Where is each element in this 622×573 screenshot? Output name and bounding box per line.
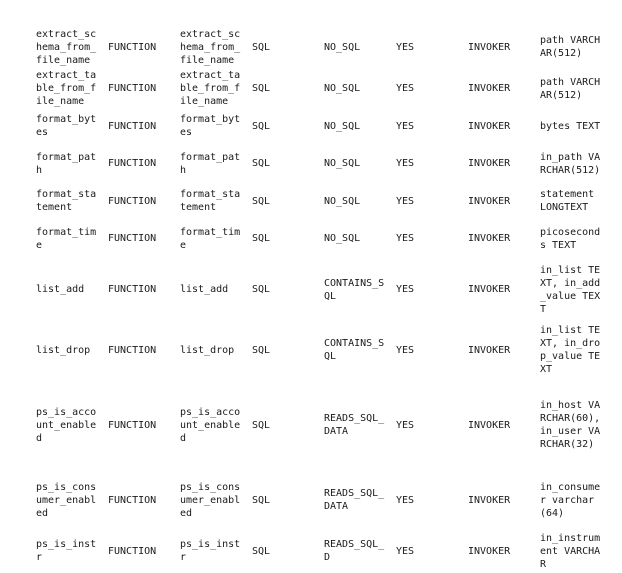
- routines-table: [32, 25, 608, 573]
- param-list-cell: path VARCHAR(512): [540, 76, 601, 101]
- security-type-cell: INVOKER: [468, 233, 511, 244]
- param-list-cell: statement LONGTEXT: [540, 189, 595, 213]
- table-row: [32, 25, 608, 69]
- is-deterministic-cell: YES: [396, 83, 415, 94]
- routine-type-cell: FUNCTION: [108, 284, 157, 295]
- security-type-cell: INVOKER: [468, 494, 511, 506]
- routine-name-cell: format_path: [36, 151, 97, 176]
- is-deterministic-cell: YES: [396, 41, 415, 53]
- specific-name-cell: list_add: [180, 284, 229, 295]
- is-deterministic-cell: YES: [396, 120, 415, 132]
- specific-name-cell: list_drop: [180, 344, 235, 356]
- sql-data-access-cell: READS_SQL_DATA: [324, 413, 385, 437]
- is-deterministic-cell: YES: [396, 284, 415, 295]
- param-list-cell: in_list TEXT, in_add_value TEXT: [540, 264, 601, 315]
- language-cell: SQL: [252, 195, 271, 207]
- language-cell: SQL: [252, 494, 271, 506]
- sql-data-access-cell: READS_SQL_DATA: [324, 488, 385, 512]
- routine-type-cell: FUNCTION: [108, 120, 157, 132]
- routine-type-cell: FUNCTION: [108, 233, 157, 244]
- routine-type-cell: FUNCTION: [108, 545, 157, 557]
- routines-table-body: [32, 25, 608, 573]
- table-row: [32, 108, 608, 144]
- routine-name-cell: ps_is_instr: [36, 539, 97, 563]
- sql-data-access-cell: NO_SQL: [324, 233, 361, 244]
- specific-name-cell: format_bytes: [180, 114, 241, 138]
- table-row: [32, 258, 608, 321]
- table-row: [32, 69, 608, 108]
- routine-type-cell: FUNCTION: [108, 41, 157, 53]
- security-type-cell: INVOKER: [468, 195, 511, 207]
- is-deterministic-cell: YES: [396, 419, 415, 431]
- sql-data-access-cell: NO_SQL: [324, 195, 361, 207]
- language-cell: SQL: [252, 344, 271, 356]
- sql-data-access-cell: CONTAINS_SQL: [324, 277, 385, 302]
- param-list-cell: path VARCHAR(512): [540, 35, 601, 59]
- routine-type-cell: FUNCTION: [108, 494, 157, 506]
- is-deterministic-cell: YES: [396, 344, 415, 356]
- security-type-cell: INVOKER: [468, 344, 511, 356]
- is-deterministic-cell: YES: [396, 158, 415, 169]
- is-deterministic-cell: YES: [396, 195, 415, 207]
- security-type-cell: INVOKER: [468, 284, 511, 295]
- is-deterministic-cell: YES: [396, 233, 415, 244]
- security-type-cell: INVOKER: [468, 83, 511, 94]
- sql-data-access-cell: NO_SQL: [324, 120, 361, 132]
- routine-type-cell: FUNCTION: [108, 419, 157, 431]
- is-deterministic-cell: YES: [396, 545, 415, 557]
- table-row: [32, 219, 608, 258]
- specific-name-cell: ps_is_consumer_enabled: [180, 481, 241, 519]
- routine-name-cell: format_statement: [36, 189, 97, 213]
- routine-type-cell: FUNCTION: [108, 195, 157, 207]
- table-row: [32, 471, 608, 529]
- specific-name-cell: format_path: [180, 151, 241, 176]
- sql-data-access-cell: CONTAINS_SQL: [324, 338, 385, 362]
- param-list-cell: picoseconds TEXT: [540, 226, 601, 251]
- routine-name-cell: list_drop: [36, 344, 91, 356]
- security-type-cell: INVOKER: [468, 419, 511, 431]
- sql-data-access-cell: NO_SQL: [324, 158, 361, 169]
- sql-data-access-cell: READS_SQL_D: [324, 539, 385, 563]
- param-list-cell: in_list TEXT, in_drop_value TEXT: [540, 325, 601, 375]
- specific-name-cell: extract_schema_from_file_name: [180, 28, 241, 66]
- sql-data-access-cell: NO_SQL: [324, 83, 361, 94]
- language-cell: SQL: [252, 284, 271, 295]
- routine-type-cell: FUNCTION: [108, 83, 157, 94]
- routine-type-cell: FUNCTION: [108, 344, 157, 356]
- table-row: [32, 529, 608, 573]
- language-cell: SQL: [252, 233, 271, 244]
- table-row: [32, 183, 608, 219]
- table-row: [32, 379, 608, 471]
- routine-type-cell: FUNCTION: [108, 158, 157, 169]
- param-list-cell: bytes TEXT: [540, 120, 601, 132]
- specific-name-cell: extract_table_from_file_name: [180, 70, 241, 107]
- routine-name-cell: ps_is_account_enabled: [36, 406, 97, 444]
- routine-name-cell: list_add: [36, 284, 85, 295]
- table-row: [32, 144, 608, 183]
- security-type-cell: INVOKER: [468, 158, 511, 169]
- security-type-cell: INVOKER: [468, 120, 511, 132]
- routine-name-cell: format_bytes: [36, 114, 97, 138]
- security-type-cell: INVOKER: [468, 41, 511, 53]
- language-cell: SQL: [252, 120, 271, 132]
- language-cell: SQL: [252, 158, 271, 169]
- language-cell: SQL: [252, 419, 271, 431]
- routine-name-cell: extract_table_from_file_name: [36, 70, 97, 107]
- table-row: [32, 321, 608, 379]
- is-deterministic-cell: YES: [396, 494, 415, 506]
- specific-name-cell: ps_is_instr: [180, 539, 241, 563]
- language-cell: SQL: [252, 41, 271, 53]
- routine-name-cell: format_time: [36, 226, 97, 251]
- param-list-cell: in_host VARCHAR(60), in_user VARCHAR(32): [540, 400, 601, 450]
- param-list-cell: in_instrument VARCHAR: [540, 532, 601, 570]
- specific-name-cell: format_statement: [180, 189, 241, 213]
- language-cell: SQL: [252, 83, 271, 94]
- param-list-cell: in_path VARCHAR(512): [540, 151, 601, 176]
- specific-name-cell: format_time: [180, 226, 241, 251]
- specific-name-cell: ps_is_account_enabled: [180, 406, 241, 444]
- param-list-cell: in_consumer varchar(64): [540, 481, 601, 519]
- language-cell: SQL: [252, 545, 271, 557]
- routine-name-cell: ps_is_consumer_enabled: [36, 481, 97, 519]
- routine-name-cell: extract_schema_from_file_name: [36, 28, 97, 66]
- security-type-cell: INVOKER: [468, 545, 511, 557]
- sql-data-access-cell: NO_SQL: [324, 41, 361, 53]
